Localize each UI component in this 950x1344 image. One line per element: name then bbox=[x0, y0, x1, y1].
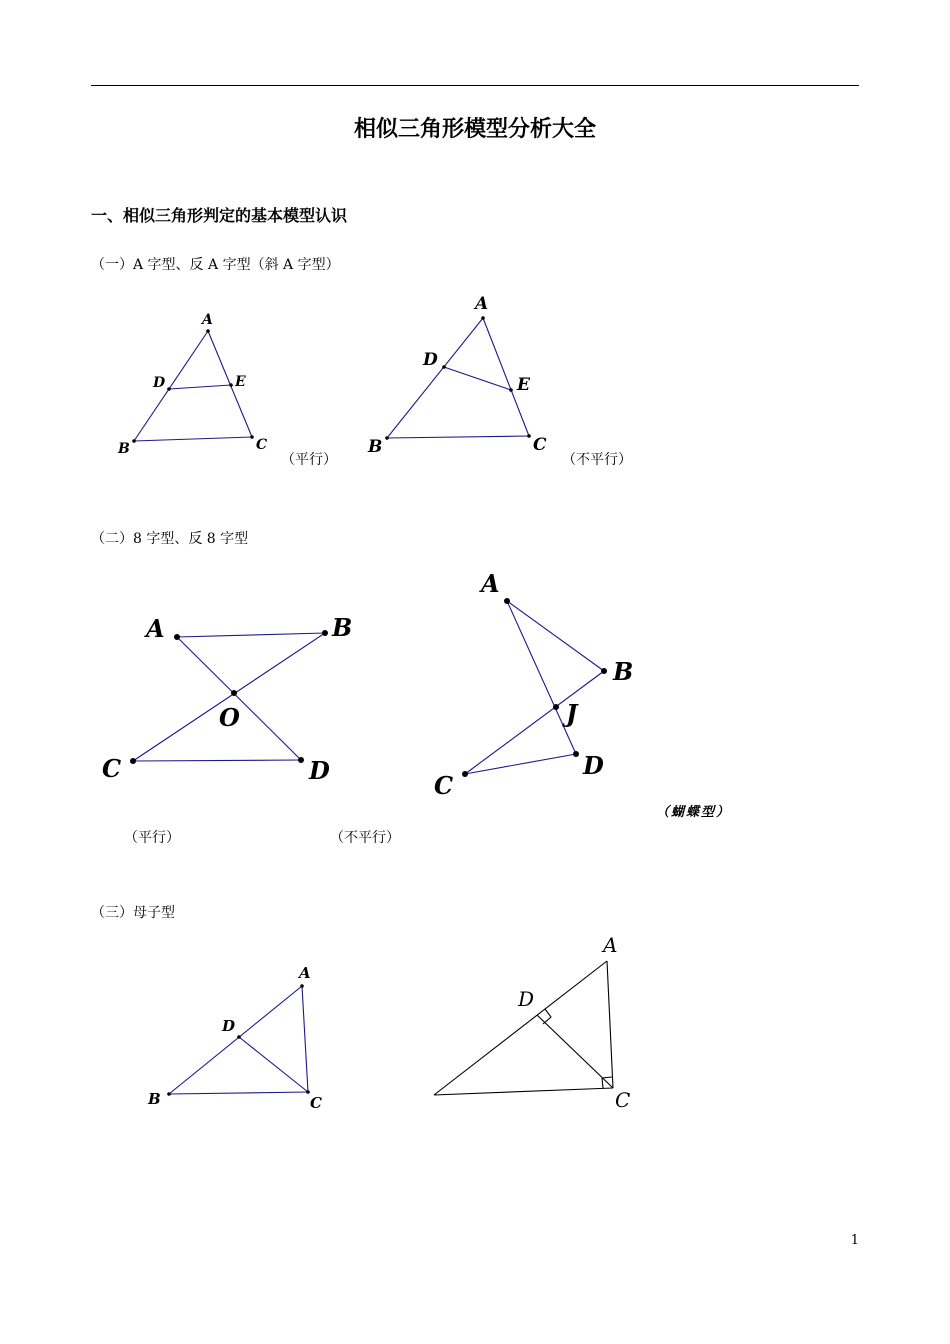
caption-butterfly: （蝴蝶型） bbox=[656, 805, 732, 820]
label-c: C bbox=[434, 771, 454, 800]
label-b: B bbox=[613, 657, 634, 686]
figure-right-triangle-lines bbox=[434, 961, 613, 1095]
label-b: B bbox=[332, 613, 353, 642]
label-c: C bbox=[256, 437, 268, 453]
right-angle-mark-c-left bbox=[602, 1078, 603, 1088]
page-title: 相似三角形模型分析大全 bbox=[353, 117, 596, 142]
label-c: C bbox=[310, 1094, 322, 1112]
label-c: C bbox=[615, 1088, 631, 1112]
label-a: A bbox=[202, 312, 213, 328]
caption-parallel-1: （平行） bbox=[281, 452, 337, 468]
section-heading: 一、相似三角形判定的基本模型认识 bbox=[91, 206, 348, 225]
label-e: E bbox=[235, 374, 246, 390]
right-angle-mark-c-top bbox=[602, 1077, 612, 1078]
label-a: A bbox=[146, 614, 165, 643]
label-d: D bbox=[518, 987, 535, 1011]
label-d: D bbox=[222, 1017, 236, 1035]
label-a: A bbox=[475, 294, 489, 314]
label-c: C bbox=[102, 754, 122, 783]
label-d: D bbox=[423, 350, 438, 370]
label-j: J bbox=[566, 699, 578, 728]
caption-not-parallel-2: （不平行） bbox=[330, 830, 400, 846]
label-o: O bbox=[219, 703, 240, 732]
label-b: B bbox=[368, 437, 383, 457]
label-b: B bbox=[118, 441, 130, 457]
label-b: B bbox=[148, 1090, 161, 1108]
label-c: C bbox=[533, 435, 547, 455]
subheading-mother-child: （三）母子型 bbox=[91, 905, 175, 921]
label-d: D bbox=[153, 375, 166, 391]
label-d: D bbox=[583, 751, 604, 780]
label-d: D bbox=[309, 756, 330, 785]
subheading-8-shape: （二）8 字型、反 8 字型 bbox=[91, 531, 249, 547]
label-a: A bbox=[299, 964, 311, 982]
caption-parallel-2: （平行） bbox=[124, 830, 180, 846]
page-number: 1 bbox=[850, 1233, 859, 1248]
label-e: E bbox=[517, 375, 530, 395]
label-a: A bbox=[481, 569, 500, 598]
subheading-a-shape: （一）A 字型、反 A 字型（斜 A 字型） bbox=[91, 257, 340, 273]
caption-not-parallel-1: （不平行） bbox=[562, 452, 632, 468]
label-a: A bbox=[603, 933, 618, 957]
